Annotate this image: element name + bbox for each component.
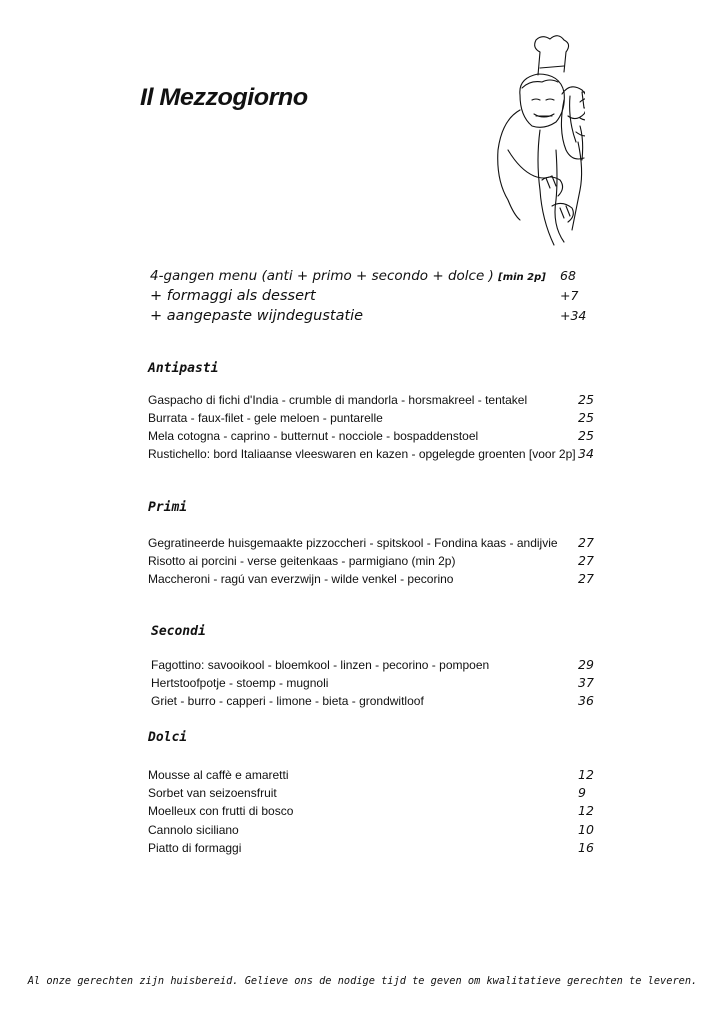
set-menu-note: [min 2p] (498, 272, 546, 283)
item-price: 27 (578, 553, 594, 568)
set-menu-label: + formaggi als dessert (150, 288, 316, 304)
set-menu-price: +34 (560, 308, 587, 323)
section-title-dolci: Dolci (148, 730, 188, 745)
item-name: Piatto di formaggi (148, 841, 242, 855)
item-price: 36 (578, 693, 594, 708)
menu-item (148, 571, 600, 589)
set-menu-price: 68 (560, 268, 576, 283)
menu-item (148, 535, 600, 553)
item-price: 25 (578, 410, 594, 425)
item-name: Mousse al caffè e amaretti (148, 768, 289, 782)
item-name: Cannolo siciliano (148, 823, 239, 837)
item-price: 37 (578, 675, 594, 690)
item-name: Mela cotogna - caprino - butternut - nocciole - bospaddenstoel (148, 429, 479, 443)
item-price: 25 (578, 392, 594, 407)
menu-item (151, 693, 600, 711)
item-name: Gaspacho di fichi d'India - crumble di mandorla - horsmakreel - tentakel (148, 393, 528, 407)
menu-item (151, 675, 600, 693)
item-price: 12 (578, 803, 594, 818)
set-menu-label: 4-gangen menu (anti + primo + secondo + dolce ) [min 2p] (150, 268, 546, 284)
item-price: 12 (578, 767, 594, 782)
menu-item (148, 392, 600, 410)
item-name: Burrata - faux-filet - gele meloen - puntarelle (148, 411, 383, 425)
menu-item (148, 446, 600, 464)
set-menu-row (150, 268, 600, 284)
chef-couple-illustration (480, 30, 585, 255)
item-name: Maccheroni - ragú van everzwijn - wilde venkel - pecorino (148, 572, 454, 586)
item-price: 9 (578, 785, 586, 800)
item-name: Fagottino: savooikool - bloemkool - linzen - pecorino - pompoen (151, 658, 490, 672)
item-price: 27 (578, 535, 594, 550)
item-name: Sorbet van seizoensfruit (148, 786, 277, 800)
menu-item (148, 767, 600, 785)
item-price: 16 (578, 840, 594, 855)
menu-item (148, 553, 600, 571)
menu-item (148, 840, 600, 858)
item-price: 34 (578, 446, 594, 461)
section-title-primi: Primi (148, 500, 188, 515)
item-price: 29 (578, 657, 594, 672)
menu-item (148, 822, 600, 840)
set-menu-row (150, 288, 600, 304)
set-menu-price: +7 (560, 288, 579, 303)
menu-item (148, 785, 600, 803)
menu-item (151, 657, 600, 675)
menu-item (148, 803, 600, 821)
footer-note: Al onze gerechten zijn huisbereid. Gelieve ons de nodige tijd te geven om kwalitatieve gerechten te leveren. (27, 975, 698, 987)
item-name: Hertstoofpotje - stoemp - mugnoli (151, 676, 329, 690)
restaurant-title: Il Mezzogiorno (140, 84, 308, 111)
section-title-antipasti: Antipasti (148, 361, 219, 376)
item-price: 10 (578, 822, 594, 837)
item-name: Rustichello: bord Italiaanse vleeswaren en kazen - opgelegde groenten [voor 2p] (148, 447, 576, 461)
menu-item (148, 410, 600, 428)
section-title-secondi: Secondi (151, 624, 206, 639)
set-menu-label: + aangepaste wijndegustatie (150, 308, 364, 324)
set-menu-row (150, 308, 600, 324)
item-name: Gegratineerde huisgemaakte pizzoccheri - spitskool - Fondina kaas - andijvie (148, 536, 558, 550)
item-price: 27 (578, 571, 594, 586)
item-name: Moelleux con frutti di bosco (148, 804, 294, 818)
item-name: Griet - burro - capperi - limone - bieta - grondwitloof (151, 694, 424, 708)
menu-item (148, 428, 600, 446)
item-price: 25 (578, 428, 594, 443)
item-name: Risotto ai porcini - verse geitenkaas - parmigiano (min 2p) (148, 554, 456, 568)
